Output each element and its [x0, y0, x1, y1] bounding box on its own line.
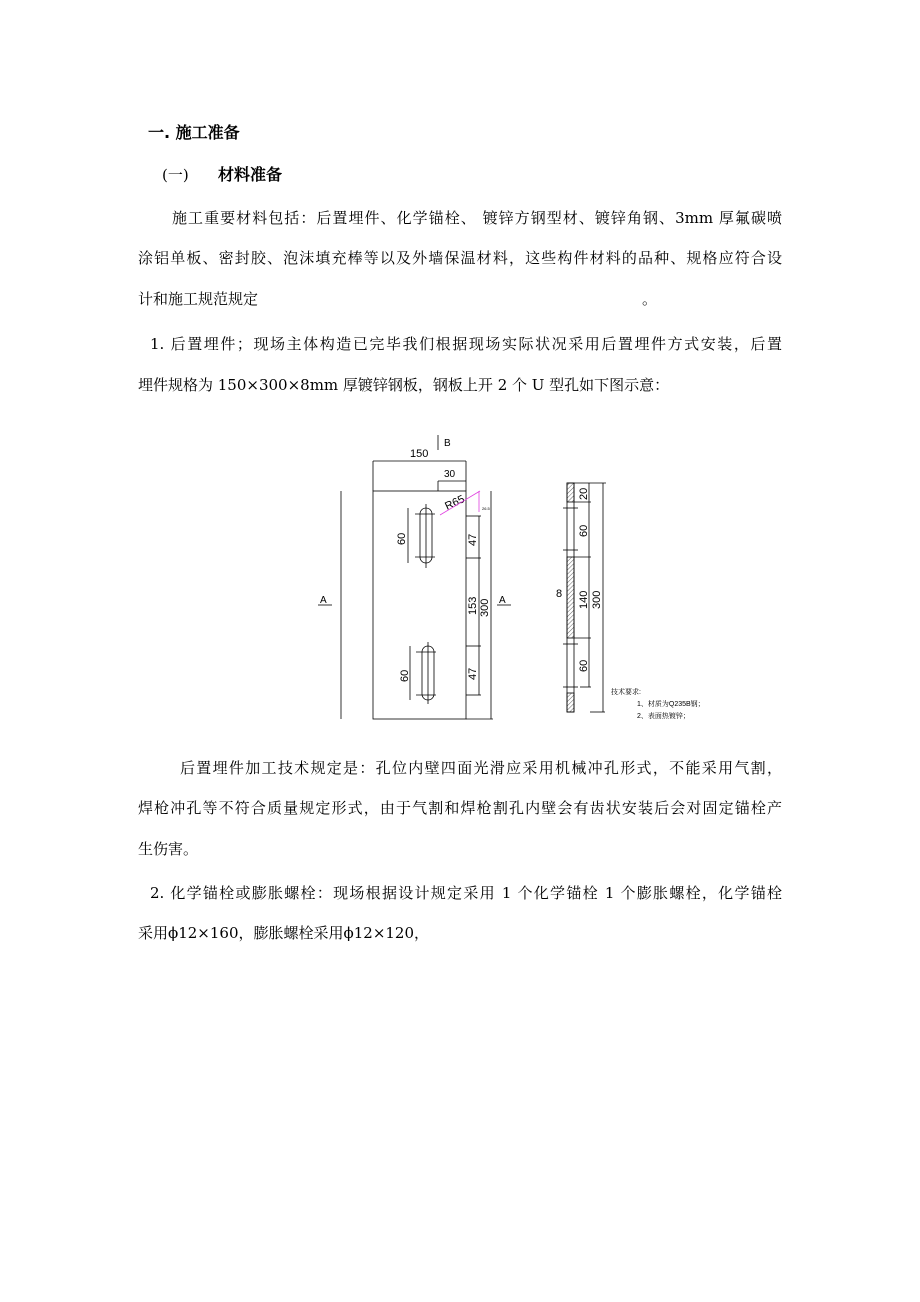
dim-label-153: 153 [467, 596, 479, 615]
paragraph-line: 2. 化学锚栓或膨胀螺栓：现场根据设计规定采用 1 个化学锚栓 1 个膨胀螺栓，化学锚栓 [150, 884, 782, 902]
radius-label: R65 [443, 493, 467, 513]
subsection-title: 材料准备 [218, 165, 283, 184]
paragraph-line: 施工重要材料包括：后置埋件、化学锚栓、 镀锌方钢型材、镀锌角钢、3mm 厚氟碳喷 [172, 209, 782, 227]
paragraph-line: 生伤害。 [138, 840, 199, 858]
paragraph-line: 采用ϕ12×160，膨胀螺栓采用ϕ12×120， [138, 924, 430, 942]
paragraph-line: 埋件规格为 150×300×8mm 厚镀锌钢板，钢板上开 2 个 U 型孔如下图示意： [138, 376, 670, 394]
dim-label-26-5: 26.5 [482, 506, 490, 511]
dim-label-150: 150 [410, 448, 429, 460]
side-dim-300: 300 [591, 590, 603, 609]
dim-label-30: 30 [444, 469, 456, 480]
subsection-number: (一) [162, 166, 189, 184]
tech-note-1: 1、材质为Q235B钢； [637, 701, 705, 708]
slot-dim-60-bottom: 60 [399, 669, 411, 682]
side-dim-60-top: 60 [578, 524, 590, 537]
dim-label-47-top: 47 [467, 533, 479, 546]
dim-label-300: 300 [479, 598, 491, 617]
paragraph-line: 焊枪冲孔等不符合质量规定形式，由于气割和焊枪割孔内壁会有齿状安装后会对固定锚栓产 [138, 799, 782, 817]
side-dim-60-bottom: 60 [578, 659, 590, 672]
dim-label-47-bottom: 47 [467, 667, 479, 680]
paragraph-line: 1. 后置埋件；现场主体构造已完毕我们根据现场实际状况采用后置埋件方式安装，后置 [150, 335, 782, 353]
side-dim-20: 20 [578, 487, 590, 500]
plate-outline [373, 491, 466, 719]
section-heading: 一. 施工准备 [148, 123, 240, 142]
paragraph-period: 。 [642, 290, 658, 308]
tech-notes-title: 技术要求: [611, 689, 641, 696]
section-b-label: B [444, 438, 451, 449]
thickness-label: 8 [556, 588, 563, 600]
slot-dim-60-top: 60 [396, 532, 408, 545]
section-a-right-label: A [499, 595, 506, 606]
side-dim-140: 140 [578, 590, 590, 609]
section-a-left-label: A [320, 595, 327, 606]
paragraph-line: 涂铝单板、密封胶、泡沫填充棒等以及外墙保温材料，这些构件材料的品种、规格应符合设 [138, 249, 782, 267]
tech-note-2: 2、表面热镀锌； [637, 713, 690, 720]
paragraph-line: 后置埋件加工技术规定是：孔位内壁四面光滑应采用机械冲孔形式，不能采用气割， [180, 759, 782, 777]
paragraph-line: 计和施工规范规定 [138, 290, 259, 308]
